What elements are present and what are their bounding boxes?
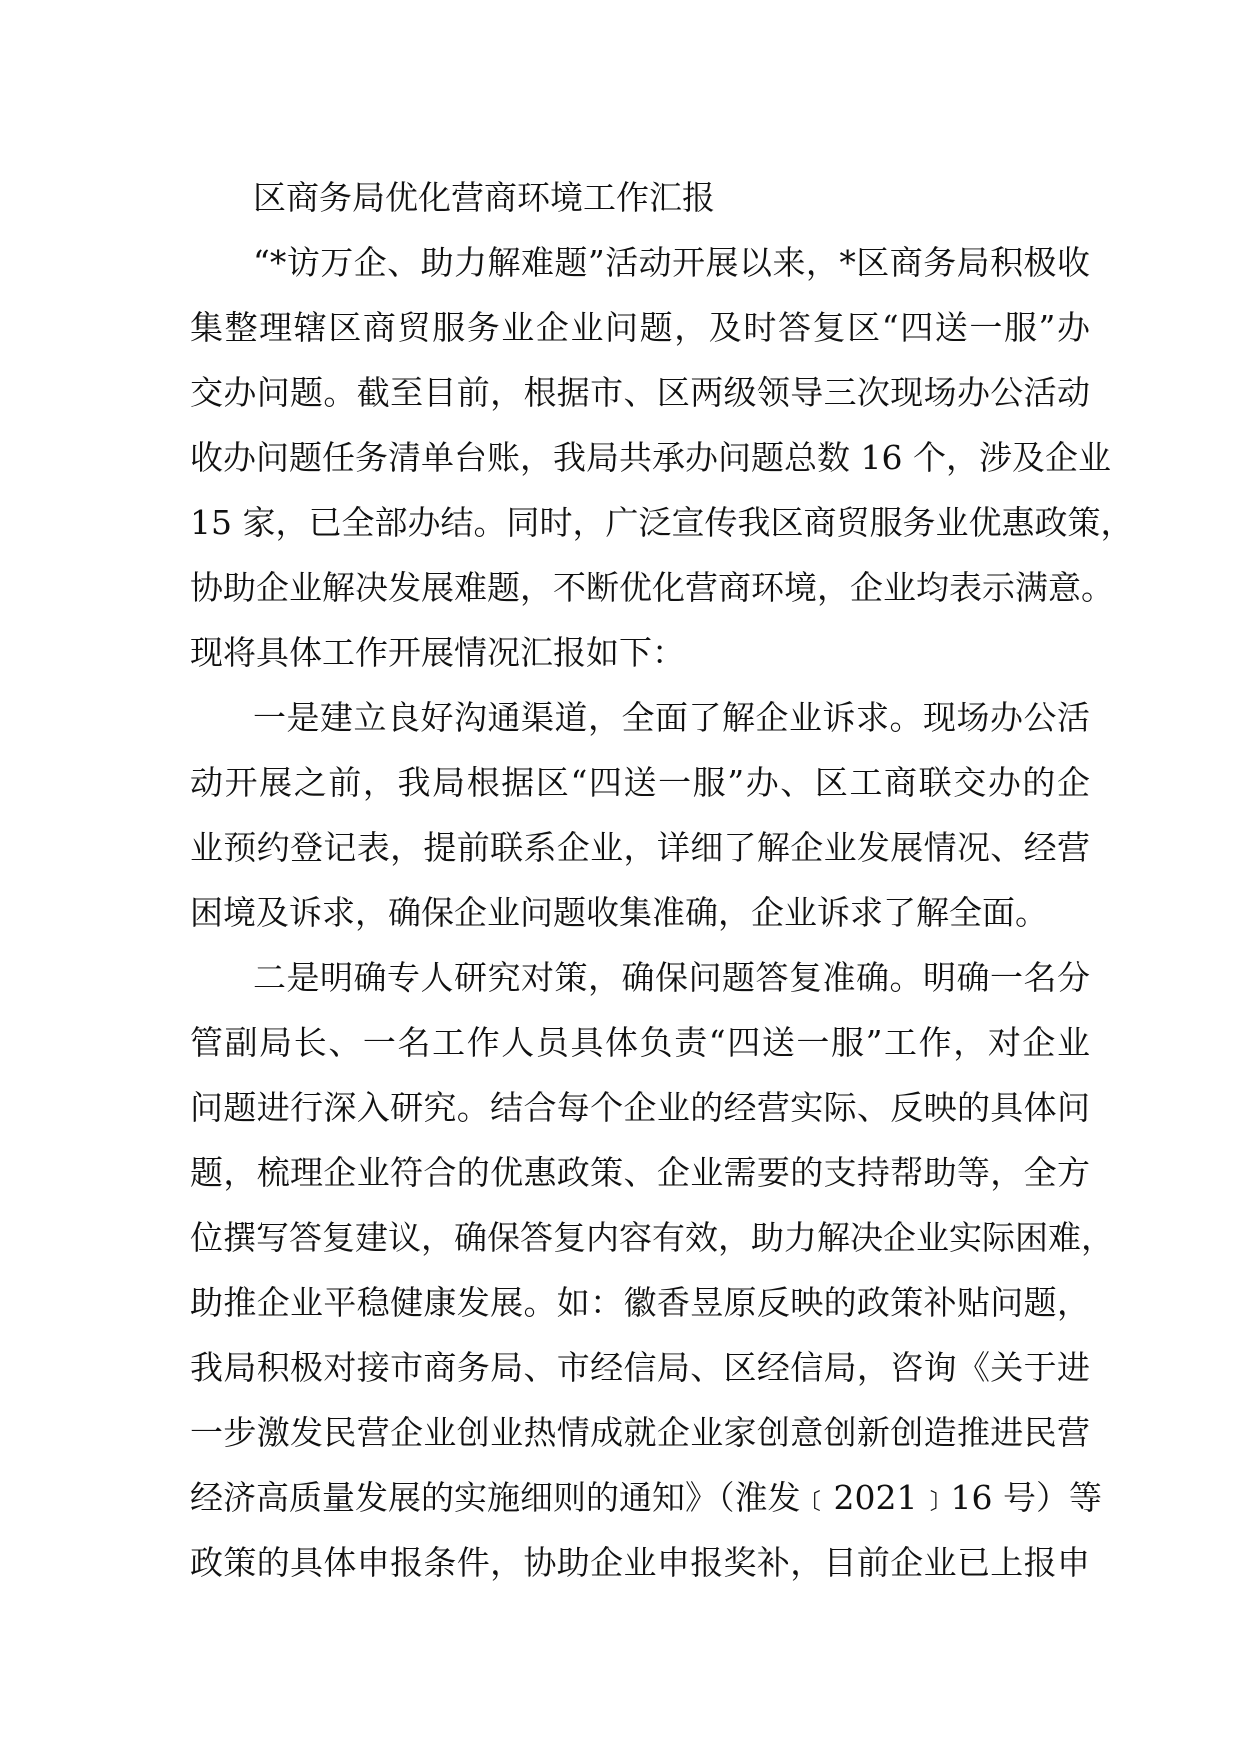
text-line: 协助企业解决发展难题，不断优化营商环境，企业均表示满意。	[190, 568, 1114, 607]
text-line: 动开展之前，我局根据区“四送一服”办、区工商联交办的企	[190, 763, 1090, 802]
text-line: 一步激发民营企业创业热情成就企业家创意创新创造推进民营	[190, 1413, 1090, 1452]
text-line: “*访万企、助力解难题”活动开展以来，*区商务局积极收	[253, 243, 1090, 282]
text-line: 困境及诉求，确保企业问题收集准确，企业诉求了解全面。	[190, 893, 1048, 932]
document-title: 区商务局优化营商环境工作汇报	[253, 178, 715, 217]
text-line: 政策的具体申报条件，协助企业申报奖补，目前企业已上报申	[190, 1543, 1090, 1582]
text-line: 管副局长、一名工作人员具体负责“四送一服”工作，对企业	[190, 1023, 1090, 1062]
text-line: 业预约登记表，提前联系企业，详细了解企业发展情况、经营	[190, 828, 1090, 867]
text-line: 问题进行深入研究。结合每个企业的经营实际、反映的具体问	[190, 1088, 1090, 1127]
text-line: 经济高质量发展的实施细则的通知》（淮发﹝2021﹞16 号）等	[190, 1478, 1102, 1517]
text-line: 现将具体工作开展情况汇报如下：	[190, 633, 685, 672]
text-line: 集整理辖区商贸服务业企业问题，及时答复区“四送一服”办	[190, 308, 1090, 347]
text-line: 15 家，已全部办结。同时，广泛宣传我区商贸服务业优惠政策，	[190, 503, 1134, 542]
text-line: 位撰写答复建议，确保答复内容有效，助力解决企业实际困难，	[190, 1218, 1114, 1257]
paragraph-lines	[190, 230, 1134, 1595]
text-line: 交办问题。截至目前，根据市、区两级领导三次现场办公活动	[190, 373, 1090, 412]
text-line: 二是明确专人研究对策，确保问题答复准确。明确一名分	[253, 958, 1090, 997]
text-line: 收办问题任务清单台账，我局共承办问题总数 16 个，涉及企业	[190, 438, 1111, 477]
text-line: 助推企业平稳健康发展。如：徽香昱原反映的政策补贴问题，	[190, 1283, 1090, 1322]
document-body	[190, 165, 1134, 1595]
text-line: 一是建立良好沟通渠道，全面了解企业诉求。现场办公活	[253, 698, 1090, 737]
text-line: 题，梳理企业符合的优惠政策、企业需要的支持帮助等，全方	[190, 1153, 1090, 1192]
text-line: 我局积极对接市商务局、市经信局、区经信局，咨询《关于进	[190, 1348, 1090, 1387]
